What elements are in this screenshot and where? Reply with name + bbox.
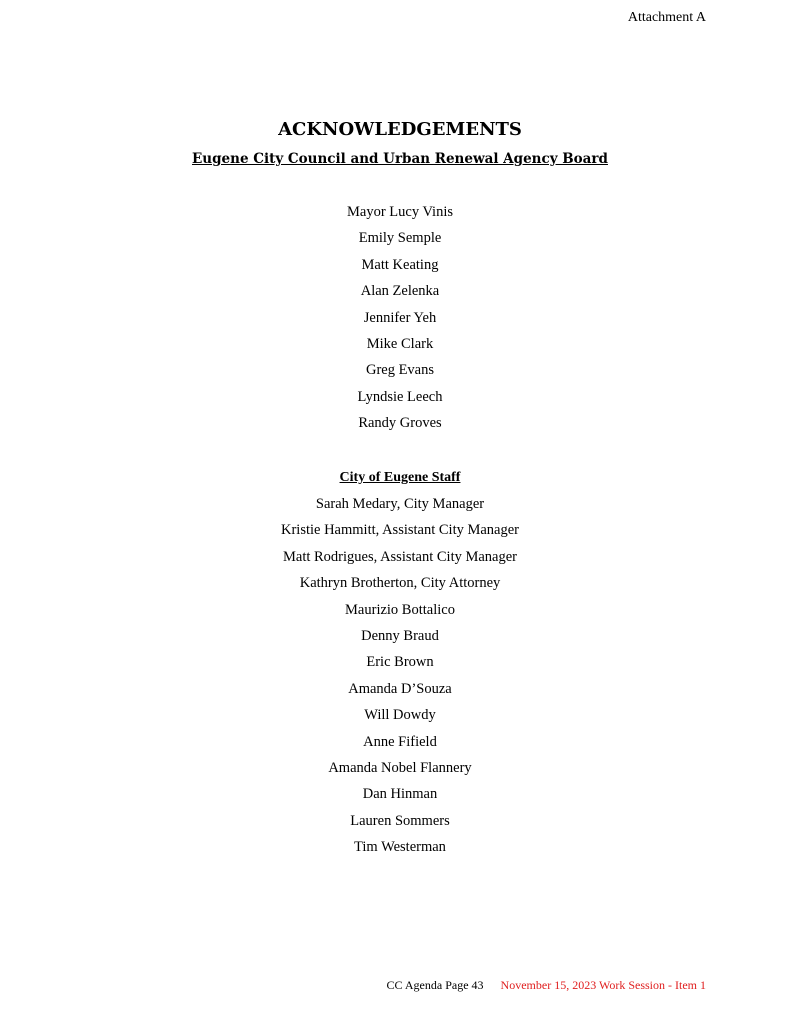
council-member: Greg Evans [365, 362, 435, 379]
staff-member: Lauren Sommers [350, 812, 450, 829]
staff-member: Tim Westerman [354, 839, 446, 856]
staff-member: Maurizio Bottalico [345, 601, 455, 618]
staff-member: Matt Rodrigues, Assistant City Manager [283, 548, 517, 565]
staff-member: Will Dowdy [364, 707, 436, 724]
staff-member: Denny Braud [361, 627, 439, 644]
work-session-label: November 15, 2023 Work Session - Item 1 [500, 978, 706, 992]
council-member: Randy Groves [358, 415, 442, 432]
council-member: Lyndsie Leech [357, 388, 443, 405]
staff-member: Dan Hinman [362, 786, 438, 803]
staff-member: Anne Fifield [363, 733, 437, 750]
staff-member-list [0, 491, 800, 860]
council-member: Matt Keating [361, 256, 439, 273]
page-footer [387, 978, 706, 993]
council-member: Mayor Lucy Vinis [347, 204, 453, 220]
page-title: ACKNOWLEDGEMENTS [278, 119, 522, 140]
council-member-list [0, 199, 800, 437]
staff-heading: City of Eugene Staff [339, 470, 461, 485]
attachment-label: Attachment A [627, 10, 706, 25]
council-member: Alan Zelenka [360, 283, 440, 300]
staff-member: Eric Brown [366, 654, 434, 671]
staff-member: Amanda Nobel Flannery [328, 759, 472, 776]
staff-member: Amanda D’Souza [348, 680, 452, 697]
council-member: Jennifer Yeh [363, 309, 437, 326]
staff-member: Sarah Medary, City Manager [315, 496, 485, 512]
agenda-page-number: CC Agenda Page 43 [386, 978, 484, 992]
council-member: Emily Semple [358, 230, 442, 247]
staff-member: Kristie Hammitt, Assistant City Manager [280, 522, 520, 539]
council-heading: Eugene City Council and Urban Renewal Agency Board [192, 151, 608, 167]
council-member: Mike Clark [366, 335, 434, 352]
staff-member: Kathryn Brotherton, City Attorney [299, 575, 501, 592]
